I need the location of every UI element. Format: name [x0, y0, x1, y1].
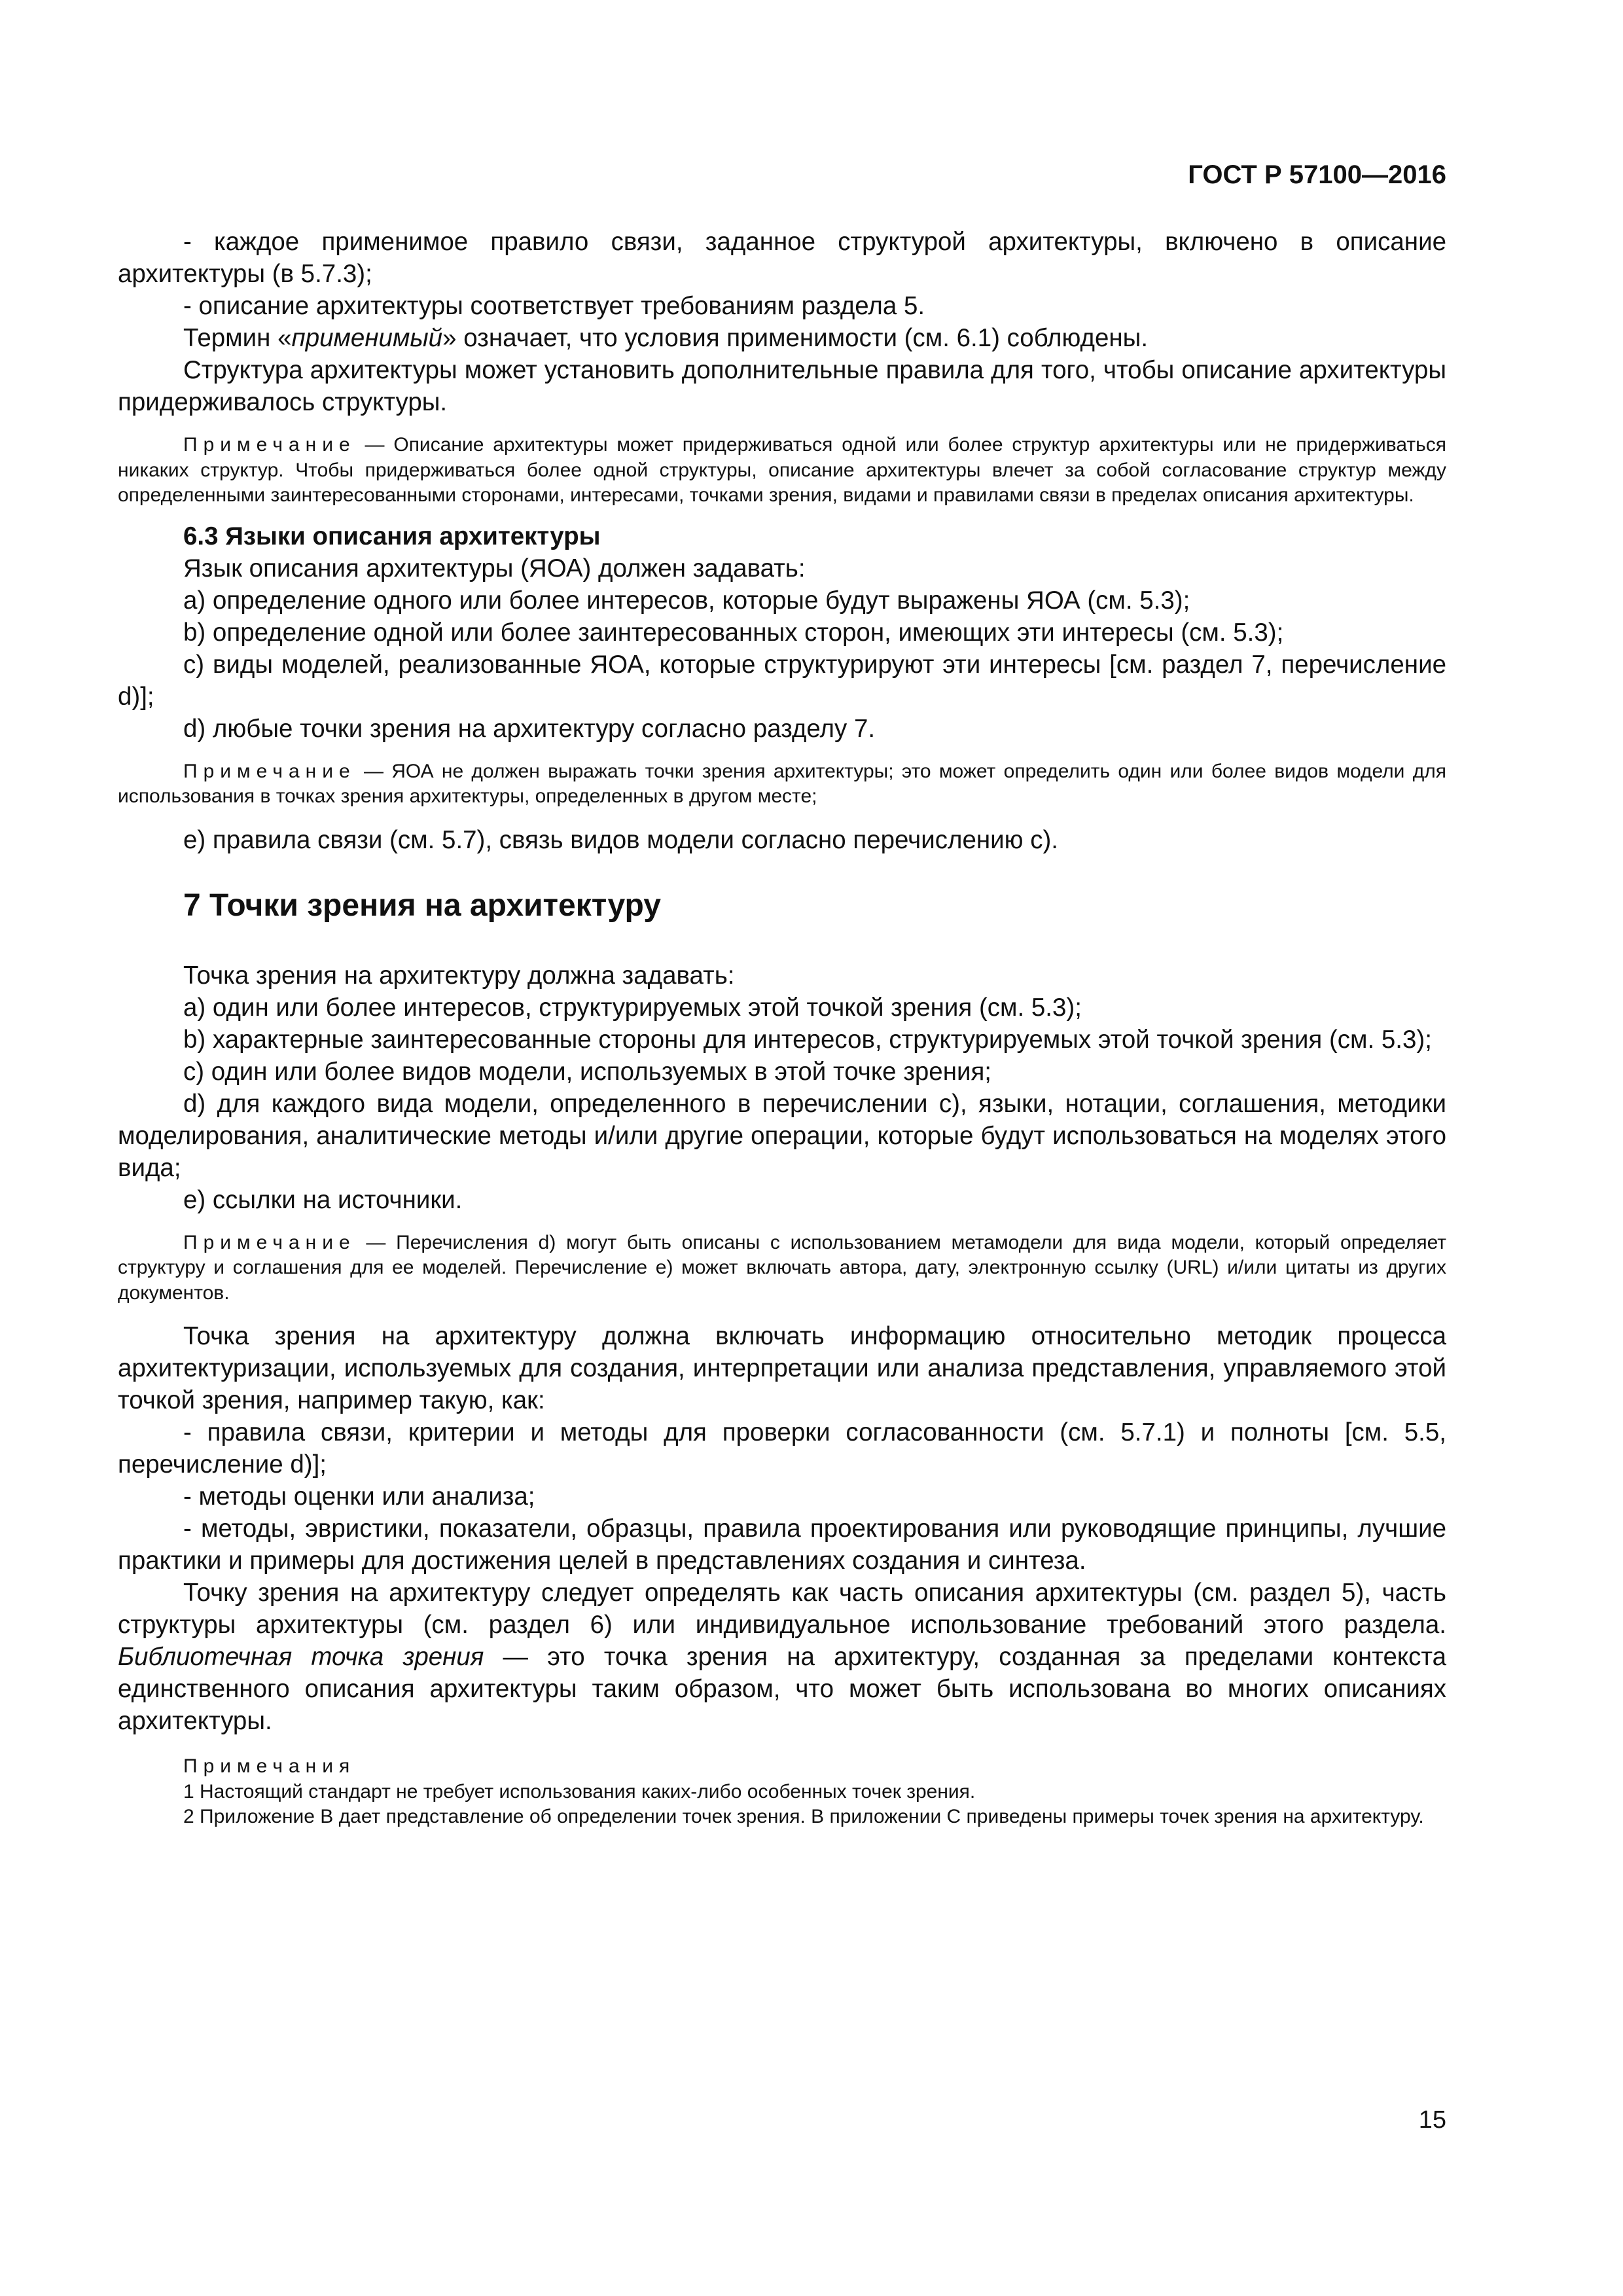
text-run: » означает, что условия применимости (см. 6.1) соблюдены.: [442, 324, 1149, 352]
paragraph: Точка зрения на архитектуру должна задавать:: [183, 961, 735, 990]
list-item: c) виды моделей, реализованные ЯОА, которые структурируют эти интересы [см. раздел 7, перечисление d)];: [118, 650, 1446, 711]
text-run: Термин «: [183, 324, 292, 352]
list-item: e) ссылки на источники.: [183, 1185, 463, 1214]
list-item: a) один или более интересов, структурируемых этой точкой зрения (см. 5.3);: [183, 993, 1082, 1022]
paragraph: [118, 1577, 1446, 1737]
paragraph: [118, 322, 1446, 354]
term-italic: применимый: [291, 324, 443, 352]
list-item: - правила связи, критерии и методы для проверки согласованности (см. 5.7.1) и полноты [см. 5.5, перечисление d)];: [118, 1418, 1446, 1479]
term-italic: Библиотечная точка зрения: [118, 1643, 484, 1671]
paragraph: - описание архитектуры соответствует требованиям раздела 5.: [183, 292, 925, 320]
list-item: - методы, эвристики, показатели, образцы, правила проектирования или руководящие принципы, лучшие практики и примеры для достижения целей в представлениях создания и синтеза.: [118, 1515, 1446, 1575]
list-item: c) один или более видов модели, используемых в этой точке зрения;: [183, 1057, 992, 1086]
list-item: b) характерные заинтересованные стороны для интересов, структурируемых этой точкой зрения (см. 5.3);: [183, 1025, 1432, 1054]
subsection-heading: 6.3 Языки описания архитектуры: [183, 522, 601, 550]
list-item: a) определение одного или более интересов, которые будут выражены ЯОА (см. 5.3);: [183, 586, 1190, 615]
text-run: — это точка зрения на архитектуру, созданная за пределами контекста единственного описания архитектуры таким образом, что может быть использована во многих описаниях архитектуры.: [118, 1643, 1446, 1735]
note-label: Примечание: [183, 434, 356, 456]
section-heading: 7 Точки зрения на архитектуру: [183, 888, 661, 923]
text-run: Точку зрения на архитектуру следует определять как часть описания архитектуры (см. раздел 5), часть структуры архитектуры (см. раздел 6) или индивидуальное использование требований этого раздела.: [118, 1579, 1446, 1639]
note-text: — Описание архитектуры может придерживаться одной или более структур архитектуры или не придерживаться никаких структур. Чтобы придерживаться более одной структуры, описание архитектуры влечет за собой согласование структур между определенными заинтересованными сторонами, интересами, точками зрения, видами и правилами связи в пределах описания архитектуры.: [118, 434, 1446, 506]
note-text: — ЯОА не должен выражать точки зрения архитектуры; это может определить один или более видов модели для использования в точках зрения архитектуры, определенных в другом месте;: [118, 760, 1446, 807]
note: [118, 759, 1446, 810]
list-item: - методы оценки или анализа;: [183, 1482, 535, 1511]
page-number: 15: [1418, 2106, 1446, 2134]
note: [118, 1230, 1446, 1306]
paragraph: Точка зрения на архитектуру должна включать информацию относительно методик процесса архитектуризации, используемых для создания, интерпретации или анализа представления, управляемого этой точкой зрения, например такую, как:: [118, 1322, 1446, 1414]
note-item: 2 Приложение В дает представление об определении точек зрения. В приложении С приведены примеры точек зрения на архитектуру.: [183, 1806, 1424, 1827]
note-text: — Перечисления d) могут быть описаны с использованием метамодели для вида модели, который определяет структуру и соглашения для ее моделей. Перечисление e) может включать автора, дату, электронную ссылку (URL) и/или цитаты из других документов.: [118, 1231, 1446, 1304]
list-item: d) любые точки зрения на архитектуру согласно разделу 7.: [183, 714, 876, 743]
note: [118, 433, 1446, 509]
list-item: e) правила связи (см. 5.7), связь видов модели согласно перечислению c).: [183, 825, 1058, 854]
page-body: [118, 226, 1446, 1830]
notes-label: Примечания: [183, 1755, 356, 1777]
paragraph: - каждое применимое правило связи, заданное структурой архитектуры, включено в описание архитектуры (в 5.7.3);: [118, 228, 1446, 288]
list-item: b) определение одной или более заинтересованных сторон, имеющих эти интересы (см. 5.3);: [183, 618, 1284, 647]
note-label: Примечание: [183, 760, 356, 782]
paragraph: Язык описания архитектуры (ЯОА) должен задавать:: [183, 554, 806, 583]
list-item: d) для каждого вида модели, определенного в перечислении c), языки, нотации, соглашения, методики моделирования, аналитические методы и/или другие операции, которые будут использоваться на моделях этого вида;: [118, 1089, 1446, 1182]
note-label: Примечание: [183, 1231, 356, 1253]
paragraph: Структура архитектуры может установить дополнительные правила для того, чтобы описание архитектуры придерживалось структуры.: [118, 356, 1446, 416]
note-item: 1 Настоящий стандарт не требует использования каких-либо особенных точек зрения.: [183, 1780, 976, 1803]
document-code: ГОСТ Р 57100—2016: [1188, 160, 1446, 189]
